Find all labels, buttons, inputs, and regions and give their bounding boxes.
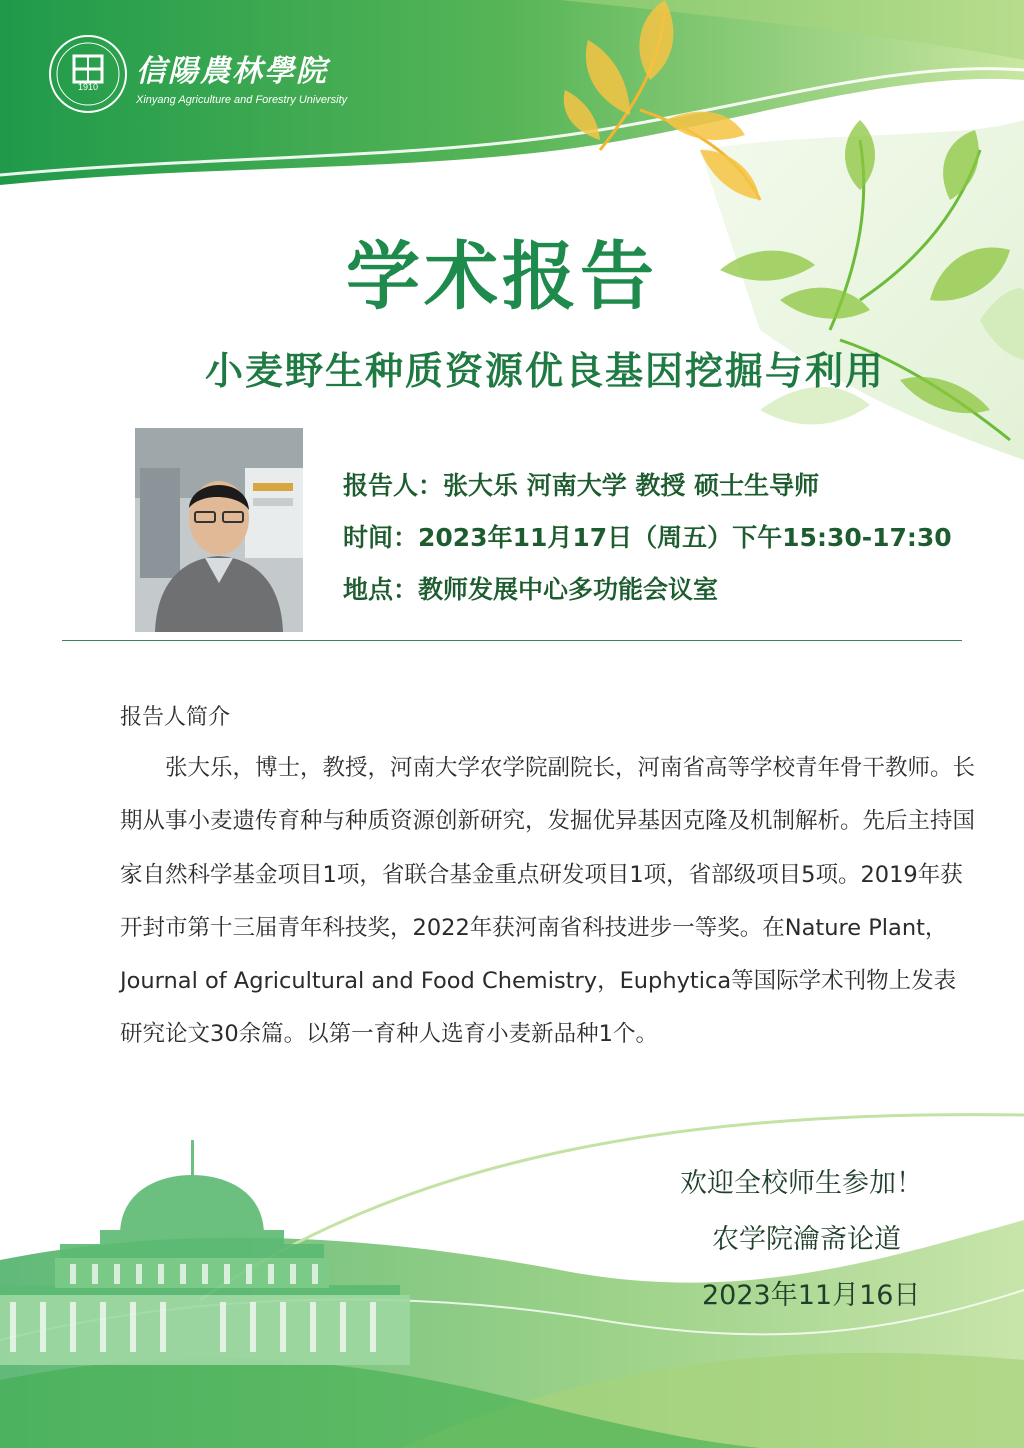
closing-block (680, 1156, 923, 1324)
notice-date: 2023年11月16日 (702, 1280, 921, 1311)
intro-body: 张大乐，博士，教授，河南大学农学院副院长，河南省高等学校青年骨干教师。长期从事小麦遗传育种与种质资源创新研究，发掘优异基因克隆及机制解析。先后主持国家自然科学基金项目1项，省联合基金重点研发项目1项，省部级项目5项。2019年获开封市第十三届青年科技奖，2022年获河南省科技进步一等奖。在Nature Plant，Journal of Agricultural and Food Chemistry，Euphytica等国际学术刊物上发表研究论文30余篇。以第一育种人选育小麦新品种1个。 (120, 755, 976, 1048)
intro-heading: 报告人简介 (120, 705, 231, 730)
organizer-text: 农学院瀹斋论道 (712, 1224, 901, 1255)
location-line: 地点：教师发展中心多功能会议室 (343, 575, 719, 604)
school-logo (136, 46, 347, 106)
speaker-photo (135, 428, 303, 632)
report-info (343, 460, 952, 616)
svg-text:1910: 1910 (77, 82, 99, 92)
welcome-text: 欢迎全校师生参加！ (680, 1168, 923, 1199)
time-line: 时间：2023年11月17日（周五）下午15:30-17:30 (343, 523, 952, 552)
school-name-en: Xinyang Agriculture and Forestry University (136, 94, 348, 106)
section-divider (62, 640, 962, 641)
page-title: 学术报告 (346, 234, 658, 320)
report-subtitle: 小麦野生种质资源优良基因挖掘与利用 (204, 349, 885, 393)
logo-year (73, 80, 103, 92)
speaker-line: 报告人：张大乐 河南大学 教授 硕士生导师 (343, 471, 820, 500)
school-name-cn: 信陽農林學院 (136, 54, 328, 89)
